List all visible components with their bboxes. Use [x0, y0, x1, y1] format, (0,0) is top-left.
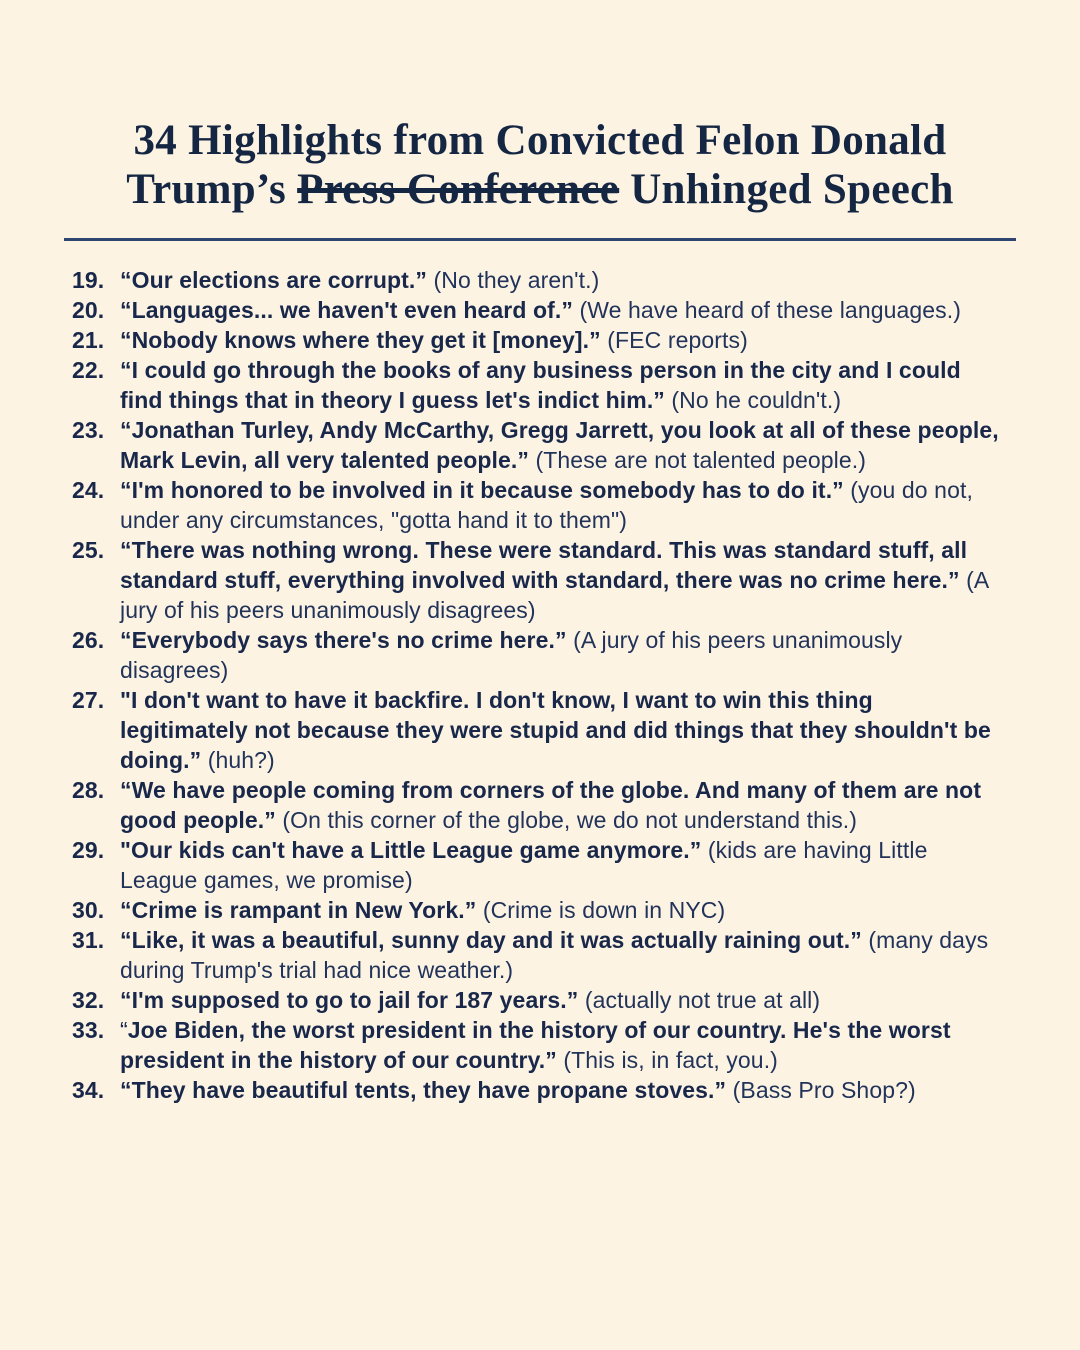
item-comment-text: (Bass Pro Shop?) [732, 1077, 916, 1103]
item-comment-text: (On this corner of the globe, we do not understand this.) [282, 807, 858, 833]
item-quote-text: “I'm supposed to go to jail for 187 years.” [120, 987, 579, 1013]
highlights-list [64, 265, 1016, 1105]
title-line1: 34 Highlights from Convicted Felon Donald [133, 117, 947, 164]
item-number: 32. [72, 987, 105, 1013]
item-quote-text: "I don't want to have it backfire. I don't know, I want to win this thing legitimately not because they were stupid and did things that they shouldn't be doing.” [120, 687, 991, 773]
item-number: 30. [72, 897, 105, 923]
item-quote-text: “They have beautiful tents, they have propane stoves.” [120, 1077, 727, 1103]
item-quote-text: “I could go through the books of any business person in the city and I could find things that in theory I guess let's indict him.” [120, 357, 961, 413]
list-item [72, 295, 1006, 325]
item-quote-text: “Everybody says there's no crime here.” [120, 627, 567, 653]
item-comment-text: (These are not talented people.) [535, 447, 867, 473]
item-comment-text: (This is, in fact, you.) [563, 1047, 778, 1073]
item-number: 34. [72, 1077, 105, 1103]
item-quote-text: “We have people coming from corners of the globe. And many of them are not good people.” [120, 777, 982, 833]
item-comment-text: (huh?) [207, 747, 275, 773]
list-item [72, 535, 1006, 625]
item-number: 23. [72, 417, 105, 443]
title-line2-suffix: Unhinged Speech [619, 166, 954, 213]
list-item [72, 475, 1006, 535]
item-quote-text: “There was nothing wrong. These were standard. This was standard stuff, all standard stuff, everything involved with standard, there was no crime here.” [120, 537, 968, 593]
list-item [72, 265, 1006, 295]
item-comment-text: (We have heard of these languages.) [579, 297, 962, 323]
item-quote-open-mark: “ [120, 1017, 128, 1043]
item-number: 26. [72, 627, 105, 653]
item-comment-text: (A jury of his peers unanimously disagrees) [120, 567, 989, 623]
list-item [72, 985, 1006, 1015]
item-quote-text: “Nobody knows where they get it [money].” [120, 327, 601, 353]
item-comment-text: (FEC reports) [607, 327, 748, 353]
item-number: 29. [72, 837, 105, 863]
list-item [72, 775, 1006, 835]
item-comment-text: (Crime is down in NYC) [482, 897, 726, 923]
title-divider-rule [64, 238, 1016, 241]
item-quote-text: “I'm honored to be involved in it because somebody has to do it.” [120, 477, 844, 503]
item-comment-text: (you do not, under any circumstances, "gotta hand it to them") [120, 477, 973, 533]
item-quote-text: “Our elections are corrupt.” [120, 267, 427, 293]
item-comment-text: (No he couldn't.) [671, 387, 842, 413]
list-item [72, 625, 1006, 685]
item-comment-text: (kids are having Little League games, we promise) [120, 837, 928, 893]
title-strikethrough-text: Press Conference [297, 166, 620, 213]
title-line2-prefix: Trump’s [126, 166, 298, 213]
item-quote-text: “Like, it was a beautiful, sunny day and it was actually raining out.” [120, 927, 862, 953]
item-quote-text: “Languages... we haven't even heard of.” [120, 297, 573, 323]
list-item [72, 685, 1006, 775]
item-number: 20. [72, 297, 105, 323]
item-quote-text: “Crime is rampant in New York.” [120, 897, 477, 923]
list-item [72, 325, 1006, 355]
item-quote-text: "Our kids can't have a Little League game anymore.” [120, 837, 702, 863]
item-quote-text: Joe Biden, the worst president in the history of our country. He's the worst president in the history of our country.” [120, 1017, 951, 1073]
list-item [72, 1075, 1006, 1105]
list-item [72, 835, 1006, 895]
list-item [72, 355, 1006, 415]
item-number: 21. [72, 327, 105, 353]
list-item [72, 415, 1006, 475]
list-item [72, 895, 1006, 925]
item-number: 33. [72, 1017, 105, 1043]
item-number: 27. [72, 687, 105, 713]
page-title [114, 116, 966, 214]
item-comment-text: (No they aren't.) [433, 267, 600, 293]
list-item [72, 925, 1006, 985]
list-item [72, 1015, 1006, 1075]
item-number: 31. [72, 927, 105, 953]
item-number: 22. [72, 357, 105, 383]
item-number: 28. [72, 777, 105, 803]
item-comment-text: (actually not true at all) [584, 987, 821, 1013]
item-comment-text: (A jury of his peers unanimously disagrees) [120, 627, 903, 683]
item-number: 24. [72, 477, 105, 503]
item-comment-text: (many days during Trump's trial had nice weather.) [120, 927, 989, 983]
item-number: 19. [72, 267, 105, 293]
item-quote-text: “Jonathan Turley, Andy McCarthy, Gregg Jarrett, you look at all of these people, Mark Levin, all very talented people.” [120, 417, 999, 473]
item-number: 25. [72, 537, 105, 563]
